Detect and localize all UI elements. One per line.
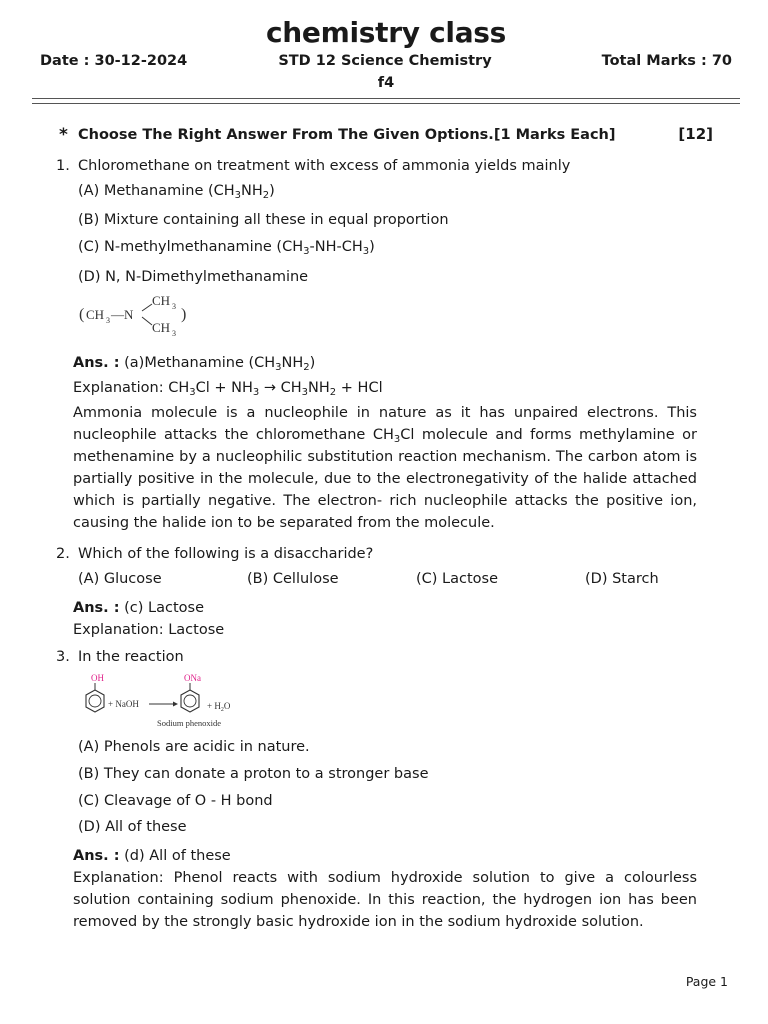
reaction-arrowhead-icon	[173, 702, 178, 707]
structure-left-paren: (	[79, 306, 85, 323]
aromatic-circle-icon	[89, 695, 101, 707]
q2-option-d: (D) Starch	[585, 571, 659, 587]
structure-right-paren: )	[181, 306, 187, 323]
q3-option-c: (C) Cleavage of O - H bond	[78, 793, 273, 809]
structure-left-sub: 3	[106, 316, 110, 325]
exam-date: Date : 30-12-2024	[40, 53, 188, 69]
question-1-text: Chloromethane on treatment with excess of ammonia yields mainly	[78, 158, 571, 174]
q2-option-a: (A) Glucose	[78, 571, 162, 587]
exam-standard: STD 12 Science Chemistry	[278, 53, 492, 69]
q3-answer: Ans. : (d) All of these	[73, 848, 231, 864]
section-title: Choose The Right Answer From The Given Options.[1 Marks Each]	[78, 127, 616, 143]
byproduct-label: + $H_2O$	[207, 701, 231, 713]
q2-option-b: (B) Cellulose	[247, 571, 339, 587]
q1-option-a: (A) Methanamine $(CH_3NH_2)$	[78, 183, 275, 201]
structure-bond-down	[142, 317, 152, 325]
product-phenoxide-label: ONa	[184, 673, 201, 683]
structure-top-sub: 3	[172, 302, 176, 311]
question-1-number: 1.	[56, 158, 70, 174]
reagent-label: + NaOH	[108, 699, 139, 709]
reactant-hydroxyl-label: OH	[91, 673, 104, 683]
section-star-icon: *	[59, 125, 68, 145]
q3-option-a: (A) Phenols are acidic in nature.	[78, 739, 310, 755]
q1-option-d: (D) N, N-Dimethylmethanamine	[78, 269, 309, 285]
structure-bottom-group: CH	[152, 320, 171, 335]
question-3-number: 3.	[56, 649, 70, 665]
structure-left-group: CH	[86, 307, 105, 322]
total-marks: Total Marks : 70	[601, 53, 732, 69]
dimethylamine-structure-figure	[78, 290, 198, 342]
structure-bottom-sub: 3	[172, 329, 176, 338]
q1-option-b: (B) Mixture containing all these in equal proportion	[78, 212, 449, 228]
question-3-text: In the reaction	[78, 649, 184, 665]
question-2-number: 2.	[56, 546, 70, 562]
q3-option-b: (B) They can donate a proton to a stronger base	[78, 766, 429, 782]
header-divider-top	[32, 98, 740, 99]
q1-answer: Ans. : (a)Methanamine $(CH_3NH_2)$	[73, 355, 316, 373]
structure-bond-up	[142, 304, 152, 311]
q2-answer: Ans. : (c) Lactose	[73, 600, 205, 616]
section-marks: [12]	[678, 125, 713, 143]
q2-explanation: Explanation: Lactose	[73, 622, 225, 638]
structure-top-group: CH	[152, 293, 171, 308]
product-aromatic-circle-icon	[184, 695, 196, 707]
q1-explanation: Explanation: $CH_3Cl + NH_3 \to CH_3NH_2$ + HCl	[73, 380, 383, 398]
q1-option-c: (C) N-methylmethanamine $(CH_3-NH-CH_3)$	[78, 239, 375, 257]
header-divider-bottom	[32, 103, 740, 104]
q1-explanation-paragraph: Ammonia molecule is a nucleophile in nature as it has unpaired electrons. This nucleophile attacks the chloromethane $CH_3Cl$ molecule and forms methylamine or methenamine by a nucleophilic substitution reaction mechanism. The carbon atom is partially positive in the molecule, due to the electronegativity of the halide attached which is partially negative. The electron- rich nucleophile attacks the positive ion, causing the halide ion to be separated from the molecule.	[73, 405, 697, 531]
product-name-label: Sodium phenoxide	[157, 718, 221, 728]
phenol-reaction-figure	[76, 672, 252, 736]
structure-bond-n: —N	[111, 307, 134, 322]
q2-option-c: (C) Lactose	[416, 571, 499, 587]
paper-code: f4	[377, 75, 395, 91]
page-title: chemistry class	[265, 16, 507, 49]
q3-option-d: (D) All of these	[78, 819, 187, 835]
q3-explanation-paragraph: Explanation: Phenol reacts with sodium hydroxide solution to give a colourless solution containing sodium phenoxide. In this reaction, the hydrogen ion has been removed by the strongly basic hydroxide ion in the sodium hydroxide solution.	[73, 870, 697, 930]
page-number: Page 1	[685, 974, 728, 989]
question-2-text: Which of the following is a disaccharide?	[78, 546, 374, 562]
